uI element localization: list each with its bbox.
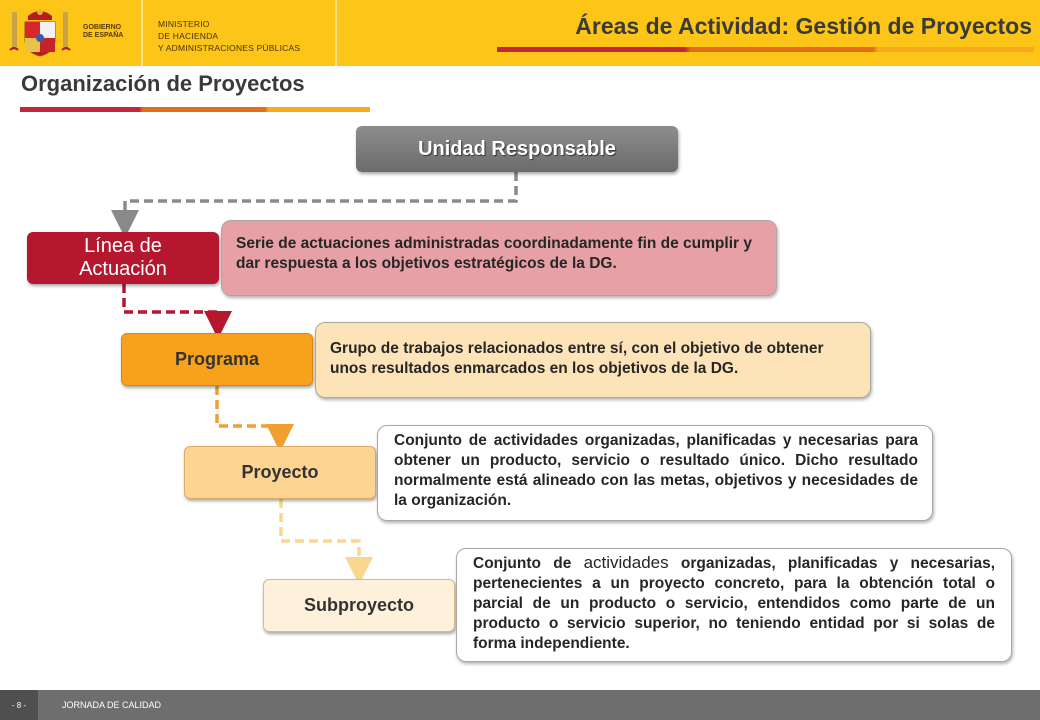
connector-linea-programa [124, 284, 218, 325]
description-text: organizadas, planificadas y necesarias, pertenecientes a un proyecto concreto, para la obtención total o parcial de un producto o servicio, entendidos como parte de un producto o servicio superior, no teniendo entidad por si solas de forma independiente. [473, 555, 996, 652]
node-unidad-responsable: Unidad Responsable [356, 126, 678, 172]
slide-title: Áreas de Actividad: Gestión de Proyectos [575, 13, 1032, 39]
node-subproyecto: Subproyecto [263, 579, 455, 632]
description-proyecto: Conjunto de actividades organizadas, planificadas y necesarias para obtener un producto, servicio o resultado único. Dicho resultado normalmente está alineado con las metas, objetivos y necesidades de la organización. [377, 425, 933, 521]
node-linea-actuacion [27, 232, 219, 284]
logo-text-line: GOBIERNO [83, 24, 122, 31]
ministry-line: DE HACIENDA [158, 31, 219, 41]
connector-programa-proyecto [217, 386, 280, 438]
connector-proyecto-subproyecto [281, 499, 359, 571]
node-label-line: Actuación [79, 258, 167, 280]
node-programa: Programa [121, 333, 313, 386]
page-number: - 8 - [0, 690, 38, 720]
slide-subtitle: Organización de Proyectos [21, 71, 305, 96]
node-proyecto: Proyecto [184, 446, 376, 499]
ministry-line: MINISTERIO [158, 19, 210, 29]
node-label-line: Línea de [84, 235, 162, 257]
connector-root-linea [125, 172, 516, 224]
logo-text-line: DE ESPAÑA [83, 32, 124, 39]
description-linea-actuacion: Serie de actuaciones administradas coordinadamente fin de cumplir y dar respuesta a los objetivos estratégicos de la DG. [221, 220, 777, 296]
description-subproyecto [456, 548, 1012, 662]
description-text: Conjunto de [473, 555, 584, 572]
footer-event-name: JORNADA DE CALIDAD [62, 700, 162, 710]
ministry-line: Y ADMINISTRACIONES PÚBLICAS [158, 43, 301, 53]
description-text-emphasis: actividades [583, 553, 669, 572]
description-programa: Grupo de trabajos relacionados entre sí, con el objetivo de obtener unos resultados enmarcados en los objetivos de la DG. [315, 322, 871, 398]
